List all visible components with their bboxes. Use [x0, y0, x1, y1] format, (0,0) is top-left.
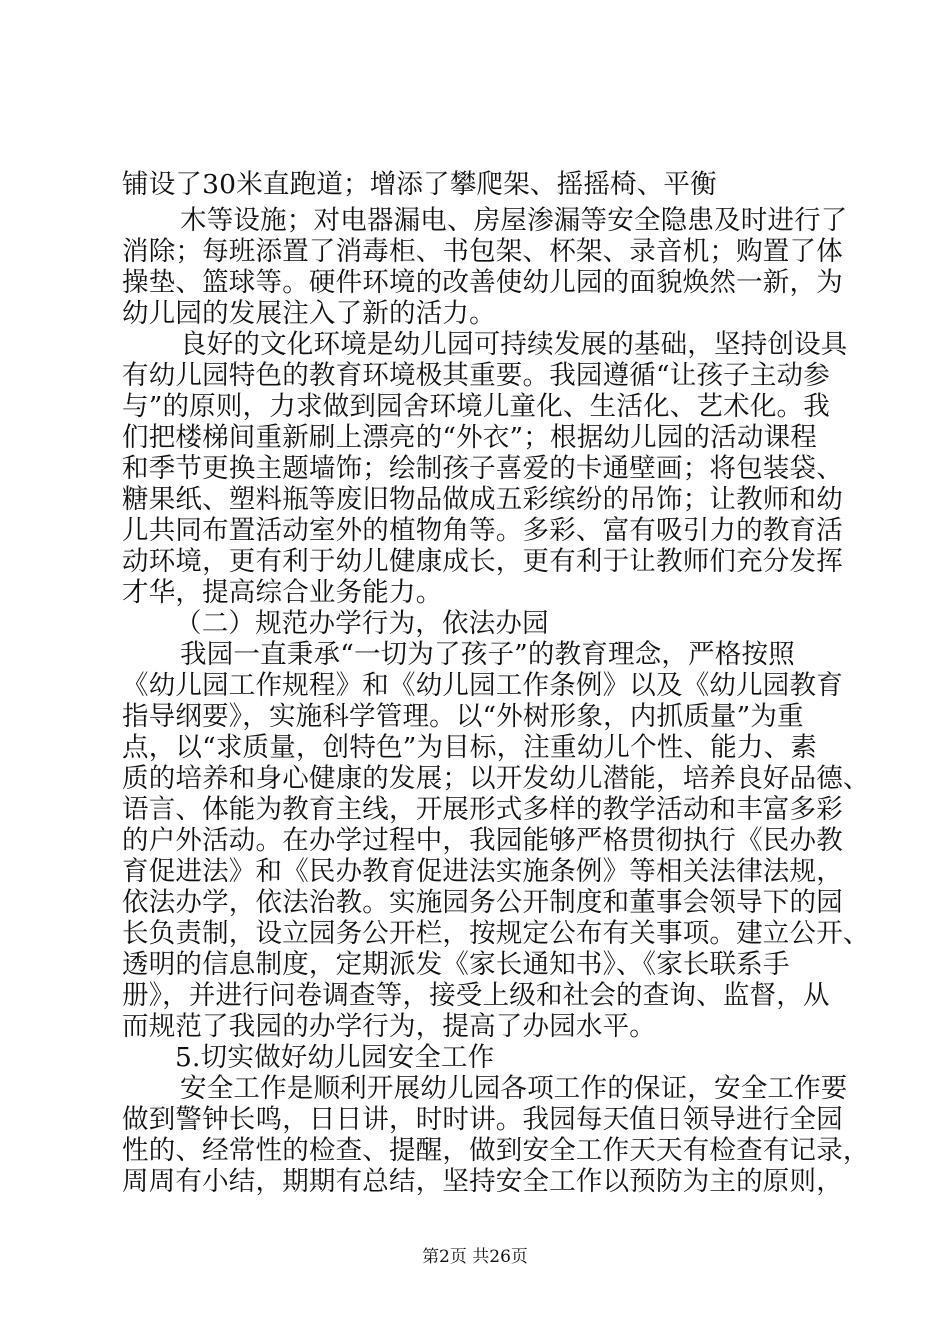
text-line: 和季节更换主题墙饰；绘制孩子喜爱的卡通壁画；将包装袋、	[122, 453, 843, 484]
text-line: 我园一直秉承“一切为了孩子”的教育理念，严格按照	[180, 639, 795, 670]
text-line: 而规范了我园的办学行为，提高了办园水平。	[122, 1011, 656, 1042]
text-line: 有幼儿园特色的教育环境极其重要。我园遵循“让孩子主动参	[122, 360, 830, 391]
text-line: 育促进法》和《民办教育促进法实施条例》等相关法律法规，	[122, 856, 843, 887]
text-line: 册》，并进行问卷调查等，接受上级和社会的查询、监督，从	[122, 980, 830, 1011]
text-line: 点，以“求质量，创特色”为目标，注重幼儿个性、能力、素	[122, 732, 817, 763]
text-line: 与”的原则，力求做到园舍环境儿童化、生活化、艺术化。我	[122, 391, 830, 422]
text-line: 良好的文化环境是幼儿园可持续发展的基础，坚持创设具	[180, 329, 848, 360]
text-line: 长负责制，设立园务公开栏，按规定公布有关事项。建立公开、	[122, 918, 870, 949]
text-line: 木等设施；对电器漏电、房屋渗漏等安全隐患及时进行了	[180, 205, 848, 236]
text-line: 铺设了30米直跑道；增添了攀爬架、摇摇椅、平衡	[122, 169, 717, 200]
text-line: 《幼儿园工作规程》和《幼儿园工作条例》以及《幼儿园教育	[122, 670, 843, 701]
text-line: 糖果纸、塑料瓶等废旧物品做成五彩缤纷的吊饰；让教师和幼	[122, 484, 843, 515]
text-line: 的户外活动。在办学过程中，我园能够严格贯彻执行《民办教	[122, 825, 843, 856]
text-line: 周周有小结，期期有总结，坚持安全工作以预防为主的原则，	[122, 1166, 843, 1197]
text-line: 才华，提高综合业务能力。	[122, 577, 443, 608]
section-heading: （二）规范办学行为，依法办园	[175, 608, 549, 639]
text-line: 性的、经常性的检查、提醒，做到安全工作天天有检查有记录，	[122, 1135, 870, 1166]
text-line: 幼儿园的发展注入了新的活力。	[122, 298, 496, 329]
text-line: 质的培养和身心健康的发展；以开发幼儿潜能，培养良好品德、	[122, 763, 870, 794]
text-line: 做到警钟长鸣，日日讲，时时讲。我园每天值日领导进行全园	[122, 1104, 843, 1135]
text-line: 指导纲要》，实施科学管理。以“外树形象，内抓质量”为重	[122, 701, 804, 732]
text-line: 安全工作是顺利开展幼儿园各项工作的保证，安全工作要	[180, 1073, 848, 1104]
page-footer: 第2页 共26页	[422, 1247, 528, 1267]
text-line: 透明的信息制度，定期派发《家长通知书》、《家长联系手	[122, 949, 790, 980]
text-line: 消除；每班添置了消毒柜、书包架、杯架、录音机；购置了体	[122, 236, 843, 267]
text-line: 们把楼梯间重新刷上漂亮的“外衣”；根据幼儿园的活动课程	[122, 422, 817, 453]
section-heading: 5.切实做好幼儿园安全工作	[175, 1042, 495, 1073]
text-line: 依法办学，依法治教。实施园务公开制度和董事会领导下的园	[122, 887, 843, 918]
text-line: 儿共同布置活动室外的植物角等。多彩、富有吸引力的教育活	[122, 515, 843, 546]
text-line: 操垫、篮球等。硬件环境的改善使幼儿园的面貌焕然一新，为	[122, 267, 843, 298]
text-line: 语言、体能为教育主线，开展形式多样的教学活动和丰富多彩	[122, 794, 843, 825]
text-line: 动环境，更有利于幼儿健康成长，更有利于让教师们充分发挥	[122, 546, 843, 577]
